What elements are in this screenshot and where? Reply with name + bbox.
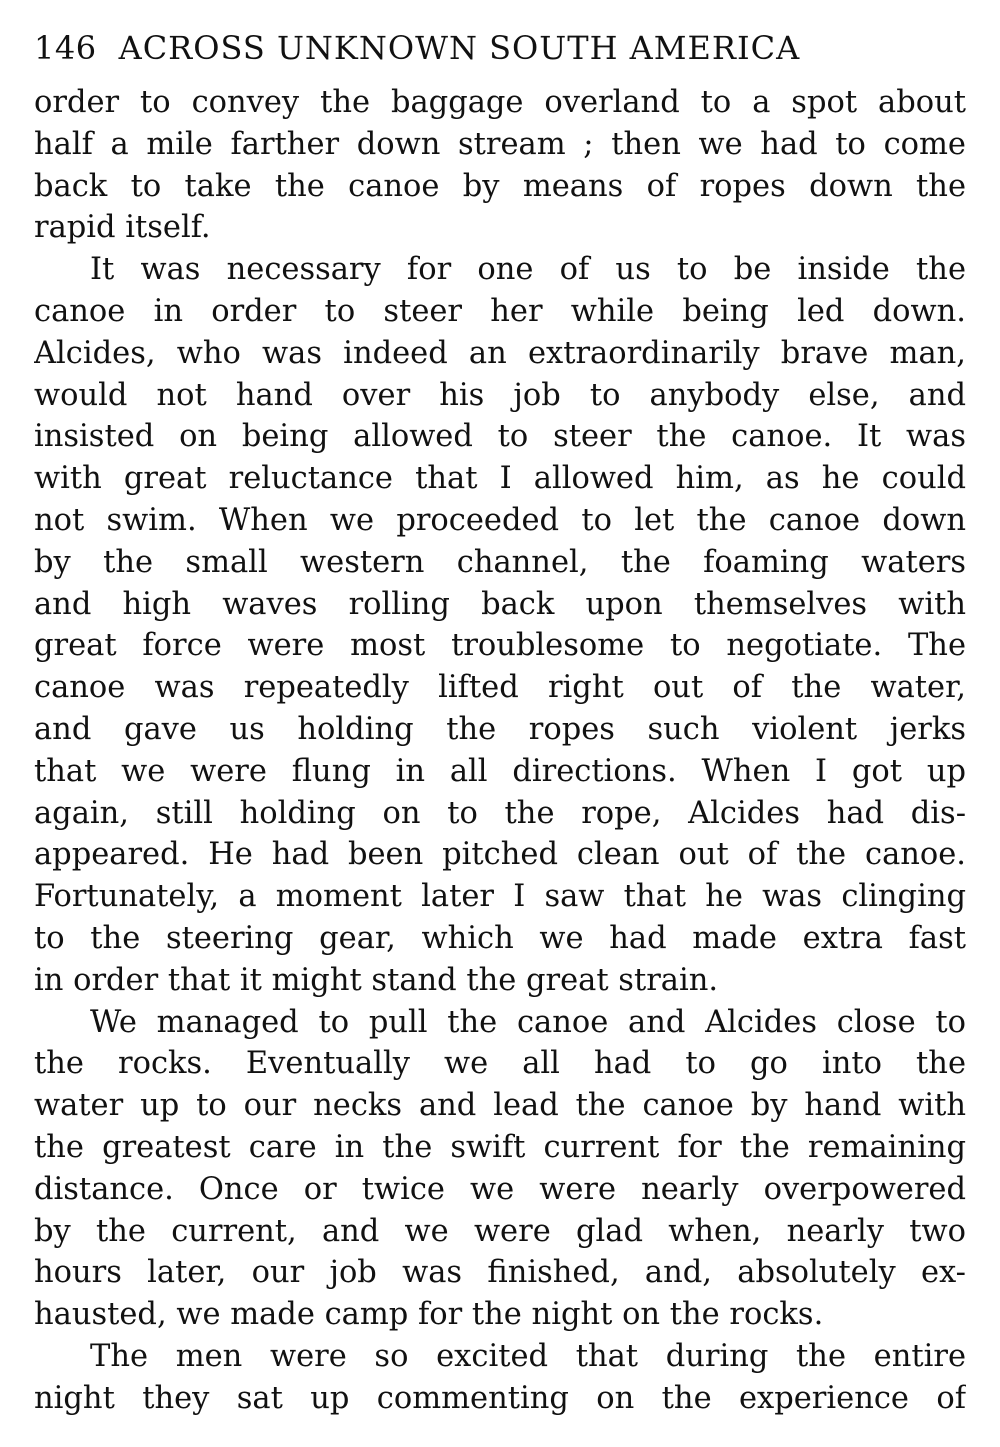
text-line: night they sat up commenting on the experience of bbox=[34, 1380, 966, 1416]
body-text bbox=[34, 82, 966, 1420]
text-line: rapid itself. bbox=[34, 210, 211, 246]
text-line: to the steering gear, which we had made extra fast bbox=[34, 920, 966, 956]
text-line: by the small western channel, the foaming waters bbox=[34, 544, 966, 580]
text-line: The men were so excited that during the entire bbox=[90, 1338, 966, 1374]
text-line: the rocks. Eventually we all had to go into the bbox=[34, 1046, 966, 1082]
running-head bbox=[34, 22, 966, 82]
book-page bbox=[34, 22, 966, 1420]
text-line: and gave us holding the ropes such violent jerks bbox=[34, 711, 966, 747]
text-line: We managed to pull the canoe and Alcides close to bbox=[90, 1004, 966, 1040]
page-number: 146 bbox=[34, 29, 97, 67]
text-line: order to convey the baggage overland to a spot about bbox=[34, 85, 966, 120]
text-line: distance. Once or twice we were nearly overpowered bbox=[34, 1171, 966, 1207]
text-line: back to take the canoe by means of ropes down the bbox=[34, 168, 966, 204]
text-line: It was necessary for one of us to be inside the bbox=[90, 252, 966, 288]
text-line: with great reluctance that I allowed him, as he could bbox=[34, 461, 966, 497]
text-line: hausted, we made camp for the night on the rocks. bbox=[34, 1297, 824, 1333]
text-line: the greatest care in the swift current for the remaining bbox=[34, 1129, 966, 1165]
text-line: great force were most troublesome to negotiate. The bbox=[34, 628, 966, 664]
text-line: hours later, our job was finished, and, absolutely ex- bbox=[34, 1255, 966, 1291]
text-line: not swim. When we proceeded to let the canoe down bbox=[34, 502, 966, 538]
text-line: and high waves rolling back upon themselves with bbox=[34, 586, 966, 622]
text-line: Alcides, who was indeed an extraordinarily brave man, bbox=[34, 335, 966, 371]
text-line: would not hand over his job to anybody else, and bbox=[34, 377, 966, 413]
text-line: Fortunately, a moment later I saw that he was clinging bbox=[34, 879, 966, 915]
text-line: by the current, and we were glad when, nearly two bbox=[34, 1213, 966, 1249]
text-line: insisted on being allowed to steer the canoe. It was bbox=[34, 419, 966, 455]
text-line: canoe in order to steer her while being led down. bbox=[34, 293, 966, 329]
text-line: water up to our necks and lead the canoe by hand with bbox=[34, 1088, 966, 1124]
text-line: that we were flung in all directions. When I got up bbox=[34, 753, 966, 789]
text-line: in order that it might stand the great strain. bbox=[34, 962, 719, 998]
book-title: ACROSS UNKNOWN SOUTH AMERICA bbox=[118, 29, 801, 67]
text-line: again, still holding on to the rope, Alcides had dis- bbox=[34, 795, 966, 831]
text-line: canoe was repeatedly lifted right out of the water, bbox=[34, 670, 966, 706]
text-line: appeared. He had been pitched clean out of the canoe. bbox=[34, 837, 966, 873]
text-line: half a mile farther down stream ; then we had to come bbox=[34, 126, 966, 162]
